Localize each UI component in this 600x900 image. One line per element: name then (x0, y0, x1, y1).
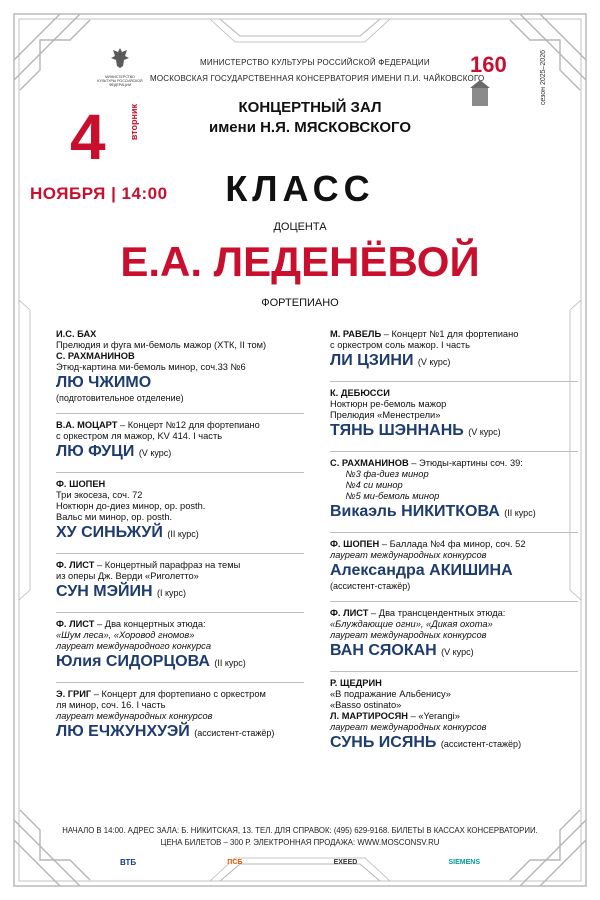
performer-name-row (56, 652, 304, 673)
work-title: ля минор, соч. 16. I часть (56, 700, 166, 710)
performer-name: ХУ СИНЬЖУЙ (56, 524, 163, 541)
work-line (330, 630, 578, 641)
work-title: Вальс ми минор, op. posth. (56, 512, 173, 522)
performer-status: (ассистент-стажёр) (194, 728, 275, 738)
program-item (56, 420, 304, 463)
program-item (56, 560, 304, 603)
composer-name: Ф. ЛИСТ (330, 608, 369, 618)
work-line (56, 490, 304, 501)
performer-name-row (330, 641, 578, 662)
composer-name: Э. ГРИГ (56, 689, 92, 699)
performer-name-row (330, 733, 578, 754)
performer-name-row (330, 561, 578, 581)
work-line (330, 608, 578, 619)
work-line (330, 539, 578, 550)
footer-line-1: НАЧАЛО В 14:00. АДРЕС ЗАЛА: Б. НИКИТСКАЯ, 13. ТЕЛ. ДЛЯ СПРАВОК: (495) 629-9168. БИЛЕТЫ В КАССАХ КОНСЕРВАТОРИИ. (62, 826, 538, 835)
work-title: – Этюды-картины соч. 39: (408, 458, 523, 468)
work-title: «Basso ostinato» (330, 700, 402, 710)
composer-name: Ф. ШОПЕН (330, 539, 380, 549)
program-separator (330, 601, 578, 602)
program-separator (56, 682, 304, 683)
work-line (56, 351, 304, 362)
anniversary-logo (470, 52, 530, 86)
sponsor-logo: EXEED (333, 858, 358, 866)
performer-name: ЛЮ ЕЧЖУНХУЭЙ (56, 723, 190, 740)
sponsor-logo: SIEMENS (448, 858, 480, 866)
class-heading: КЛАСС (225, 168, 375, 209)
performer-name: Александра АКИШИНА (330, 562, 513, 579)
emblem-caption: МИНИСТЕРСТВО КУЛЬТУРЫ РОССИЙСКОЙ ФЕДЕРАЦИИ (97, 75, 143, 87)
performer-name-row (330, 421, 578, 442)
docent-label: ДОЦЕНТА (273, 221, 327, 233)
work-line (330, 340, 578, 351)
ministry-emblem (97, 46, 143, 90)
performer-status: (V курс) (138, 448, 172, 458)
program-left-column (56, 329, 304, 752)
work-line (56, 329, 304, 340)
work-line (330, 410, 578, 421)
work-line (56, 619, 304, 630)
composer-name: Л. МАРТИРОСЯН (330, 711, 409, 721)
program-separator (330, 451, 578, 452)
work-title: – Концертный парафраз на темы (94, 560, 241, 570)
footer-line-2: ЦЕНА БИЛЕТОВ – 300 Р. ЭЛЕКТРОННАЯ ПРОДАЖА: WWW.MOSCONSV.RU (160, 838, 440, 847)
performer-name: СУН МЭЙИН (56, 583, 153, 600)
performer-status: (I курс) (157, 588, 186, 598)
performer-name: ЛЮ ФУЦИ (56, 443, 135, 460)
performer-name-row (56, 582, 304, 603)
program-item (56, 329, 304, 404)
work-line (56, 512, 304, 523)
work-line (330, 711, 578, 722)
work-title: – Концерт №1 для фортепиано (381, 329, 519, 339)
performer-name-row (56, 523, 304, 544)
anniversary-number: 160 (470, 52, 507, 77)
day-number: 4 (70, 101, 106, 173)
work-line (56, 501, 304, 512)
work-line (56, 479, 304, 490)
performer-name: Викаэль НИКИТКОВА (330, 503, 500, 520)
work-line (330, 678, 578, 689)
performer-name: СУНЬ ИСЯНЬ (330, 734, 437, 751)
work-title: №5 ми-бемоль минор (330, 491, 440, 501)
work-line (330, 700, 578, 711)
performer-name-row (330, 351, 578, 372)
work-line (330, 469, 578, 480)
work-title: – Два трансцендентных этюда: (368, 608, 506, 618)
composer-name: С. РАХМАНИНОВ (56, 351, 135, 361)
program-separator (56, 612, 304, 613)
work-title: Ноктюрн ре-бемоль мажор (330, 399, 447, 409)
work-line (56, 340, 304, 351)
performer-name: ЛЮ ЧЖИМО (56, 374, 152, 391)
program-separator (56, 413, 304, 414)
composer-name: К. ДЕБЮССИ (330, 388, 390, 398)
work-title: с оркестром ля мажор, KV 414. I часть (56, 431, 223, 441)
instrument-label: ФОРТЕПИАНО (261, 297, 339, 309)
work-line (330, 329, 578, 340)
work-title: – Два концертных этюда: (94, 619, 206, 629)
work-line (330, 480, 578, 491)
work-title: Прелюдия и фуга ми-бемоль мажор (ХТК, II том) (56, 340, 267, 350)
work-title: Этюд-картина ми-бемоль минор, соч.33 №6 (56, 362, 246, 372)
performer-name-row (56, 722, 304, 743)
work-line (56, 431, 304, 442)
program-item (56, 689, 304, 743)
program-item (330, 608, 578, 662)
work-title: из оперы Дж. Верди «Риголетто» (56, 571, 199, 581)
performer-name: ЛИ ЦЗИНИ (330, 352, 414, 369)
work-title: «Блуждающие огни», «Дикая охота» (330, 619, 493, 629)
performer-status: (V курс) (441, 647, 474, 657)
work-line (56, 711, 304, 722)
work-title: №3 фа-диез минор (330, 469, 429, 479)
professor-name: Е.А. ЛЕДЕНЁВОЙ (120, 238, 480, 285)
work-line (330, 399, 578, 410)
program-item (330, 388, 578, 442)
work-line (330, 722, 578, 733)
conservatory-title: МОСКОВСКАЯ ГОСУДАРСТВЕННАЯ КОНСЕРВАТОРИЯ ИМЕНИ П.И. ЧАЙКОВСКОГО (150, 74, 485, 83)
composer-name: В.А. МОЦАРТ (56, 420, 118, 430)
work-title: лауреат международных конкурсов (330, 550, 487, 560)
program-right-column (330, 329, 578, 763)
weekday: вторник (129, 104, 139, 141)
program-item (330, 458, 578, 523)
performer-name: Юлия СИДОРЦОВА (56, 653, 210, 670)
performer-status: (II курс) (504, 508, 536, 518)
composer-name: И.С. БАХ (56, 329, 97, 339)
performer-status: (ассистент-стажёр) (330, 581, 411, 591)
season-label: сезон 2025–2026 (540, 50, 547, 106)
work-line (56, 700, 304, 711)
work-title: с оркестром соль мажор. I часть (330, 340, 470, 350)
sponsor-logo: ВТБ (120, 857, 137, 867)
program-separator (56, 472, 304, 473)
program-separator (56, 553, 304, 554)
work-line (56, 560, 304, 571)
program-item (56, 619, 304, 673)
work-line (56, 630, 304, 641)
performer-status: (V курс) (468, 427, 501, 437)
work-title: Ноктюрн до-диез минор, op. posth. (56, 501, 206, 511)
work-title: №4 си минор (330, 480, 403, 490)
work-line (330, 458, 578, 469)
date-time: НОЯБРЯ | 14:00 (30, 184, 168, 203)
performer-status: (подготовительное отделение) (56, 393, 184, 403)
composer-name: Ф. ШОПЕН (56, 479, 106, 489)
performer-status: (II курс) (214, 658, 246, 668)
composer-name: М. РАВЕЛЬ (330, 329, 382, 339)
hall-line-1: КОНЦЕРТНЫЙ ЗАЛ (238, 99, 382, 116)
program-separator (330, 671, 578, 672)
work-title: – Концерт для фортепиано с оркестром (91, 689, 266, 699)
performer-name: ВАН СЯОКАН (330, 642, 437, 659)
eagle-emblem-icon (109, 46, 131, 70)
work-title: «Шум леса», «Хоровод гномов» (56, 630, 195, 640)
work-line (56, 689, 304, 700)
program-item (330, 539, 578, 592)
work-line (56, 571, 304, 582)
program-separator (330, 381, 578, 382)
work-line (56, 420, 304, 431)
work-line (330, 388, 578, 399)
work-title: «В подражание Альбенису» (330, 689, 451, 699)
work-title: лауреат международного конкурса (56, 641, 211, 651)
program-item (56, 479, 304, 544)
performer-status: (II курс) (167, 529, 199, 539)
work-title: – Концерт №12 для фортепиано (117, 420, 260, 430)
hall-name (170, 98, 450, 138)
composer-name: Р. ЩЕДРИН (330, 678, 382, 688)
work-line (330, 491, 578, 502)
performer-name-row (56, 373, 304, 393)
work-title: – «Yerangi» (408, 711, 460, 721)
work-title: лауреат международных конкурсов (330, 722, 487, 732)
sponsor-logos (120, 854, 480, 870)
work-line (56, 362, 304, 373)
work-title: Прелюдия «Менестрели» (330, 410, 441, 420)
work-line (330, 689, 578, 700)
composer-name: С. РАХМАНИНОВ (330, 458, 409, 468)
performer-name: ТЯНЬ ШЭННАНЬ (330, 422, 464, 439)
performer-name-row (330, 502, 578, 523)
program-item (330, 678, 578, 754)
hall-line-2: имени Н.Я. МЯСКОВСКОГО (208, 119, 412, 136)
performer-name-row (56, 442, 304, 463)
performer-status: (ассистент-стажёр) (440, 739, 522, 749)
work-title: лауреат международных конкурсов (330, 630, 487, 640)
work-line (330, 550, 578, 561)
work-line (56, 641, 304, 652)
work-line (330, 619, 578, 630)
composer-name: Ф. ЛИСТ (56, 619, 95, 629)
work-title: лауреат международных конкурсов (56, 711, 213, 721)
composer-name: Ф. ЛИСТ (56, 560, 95, 570)
work-title: Три экосеза, соч. 72 (56, 490, 143, 500)
program-item (330, 329, 578, 372)
work-title: – Баллада №4 фа минор, соч. 52 (379, 539, 526, 549)
program-separator (330, 532, 578, 533)
sponsor-logo: ПСБ (227, 858, 243, 866)
performer-status: (V курс) (417, 357, 451, 367)
building-icon (470, 78, 490, 106)
ministry-title: МИНИСТЕРСТВО КУЛЬТУРЫ РОССИЙСКОЙ ФЕДЕРАЦИИ (200, 58, 430, 67)
